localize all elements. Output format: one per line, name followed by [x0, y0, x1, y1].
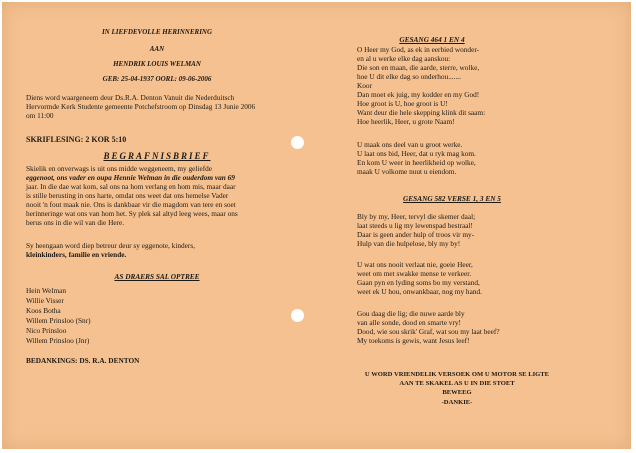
hymn2-line: Bly by my, Heer, tervyl die skemer daal;	[357, 212, 476, 221]
pallbearers-title: AS DRAERS SAL OPTREE	[114, 272, 200, 281]
brief-line: jaar. In die dae wat kom, sal ons na hom verlang en hom mis, maar daar	[26, 182, 236, 191]
brief-line: nooit 'n fout maak nie. Ons is dankbaar vir die magdom van tere en soet	[26, 200, 236, 209]
memorial-card	[2, 2, 631, 449]
brief-closing-line: Sy heengaan word diep betreur deur sy eggenote, kinders,	[26, 241, 195, 250]
service-notice-line: Diens word waargeneem deur Ds.R.A. Denton Vanuit die Nederduitsch	[26, 93, 235, 102]
hymn2-line: weet om met swakke mense te verkeer.	[357, 269, 472, 278]
brief-line: is stille berusting in ons harte, omdat ons weet dat ons hemelse Vader	[26, 191, 229, 200]
hymn2-line: U wat ons nooit verlaat nie, goeie Heer,	[357, 260, 473, 269]
hymn2-line: My toekoms is gewis, want Jesus leef!	[357, 336, 470, 345]
footer-line: AAN TE SKAKEL AS U IN DIE STOET	[399, 380, 515, 387]
hymn2-title: GESANG 582 VERSE 1, 3 EN 5	[403, 194, 501, 203]
footer-line: -DANKIE-	[441, 399, 473, 406]
hymn1-line: Die son en maan, die aarde, sterre, wolke,	[357, 63, 480, 72]
brief-line: eggenoot, ons vader en oupa Hennie Welman in die ouderdom van 69	[26, 173, 235, 182]
pallbearer-name: Nico Prinsloo	[26, 326, 67, 335]
hymn2-line: Hulp van die hulpelose, bly my by!	[357, 239, 461, 248]
hymn1-line: maak U volkome nuut u eiendom.	[357, 167, 457, 176]
begrafnisbrief-title: BEGRAFNISBRIEF	[103, 151, 211, 161]
pallbearer-name: Koos Botha	[26, 306, 61, 315]
brief-line: berus ons in die wil van die Here.	[26, 218, 125, 227]
service-notice-line: Hervormde Kerk Studente gemeente Potchefstroom op Dinsdag 13 Junie 2006	[26, 102, 256, 111]
hymn2-line: Dood, wie sou skrik' Graf, wat sou my laat beef?	[357, 327, 500, 336]
punch-hole-bottom	[291, 309, 304, 322]
hymn1-line: Hoe groot is U, hoe groot is U!	[357, 99, 448, 108]
hymn1-line: Hoe heerlik, Heer, u grote Naam!	[357, 117, 455, 126]
memorial-title: IN LIEFDEVOLLE HERINNERING	[101, 28, 213, 36]
hymn1-line: U maak ons deel van u groot werke.	[357, 140, 463, 149]
hymn1-line: O Heer my God, as ek in eerbied wonder-	[357, 45, 480, 54]
hymn1-line: Dan moet ek juig, my kodder en my God!	[357, 90, 480, 99]
hymn2-line: weet ek U hou, onwankbaar, nog my hand.	[357, 287, 482, 296]
hymn1-line: Koor	[357, 81, 372, 90]
deceased-name: HENDRIK LOUIS WELMAN	[113, 60, 201, 68]
hymn1-line: En kom U weer in heerlikheid op wolke,	[357, 158, 476, 167]
hymn2-line: Gou daag die lig; die nuwe aarde bly	[357, 309, 465, 318]
brief-line: Skielik en onverwags is uit ons midde weggeneem, my geliefde	[26, 164, 213, 173]
punch-hole-top	[291, 136, 304, 149]
hymn2-line: Gaan pyn en lyding soms bo my verstand,	[357, 278, 480, 287]
pallbearer-name: Willem Prinsloo (Jnr)	[26, 336, 90, 345]
pallbearer-name: Willie Visser	[26, 296, 64, 305]
hymn1-line: hoe U dit elke dag so onderhou.......	[357, 72, 461, 81]
pallbearer-name: Willem Prinsloo (Snr)	[26, 316, 91, 325]
hymn2-line: van alle sonde, dood en smarte vry!	[357, 318, 461, 327]
birth-death-dates: GEB: 25-04-1937 OORL: 09-06-2006	[102, 75, 212, 83]
hymn1-line: U laat ons bid, Heer, dat u ryk mag kom.	[357, 149, 476, 158]
hymn2-line: laat steeds u lig my lewenspad bestraal!	[357, 221, 473, 230]
footer-line: U WORD VRIENDELIK VERSOEK OM U MOTOR SE LIGTE	[364, 371, 550, 378]
brief-closing-line: kleinkinders, familie en vriende.	[26, 250, 127, 259]
hymn1-title: GESANG 464 1 EN 4	[399, 35, 465, 44]
memorial-aan: AAN	[149, 45, 165, 53]
pallbearer-name: Hein Welman	[26, 286, 67, 295]
hymn1-line: en al u werke elke dag aanskou:	[357, 54, 451, 63]
hymn1-line: Want deur die hele skepping klink dit saam:	[357, 108, 486, 117]
hymn2-line: Daar is geen ander hulp of troos vir my-	[357, 230, 475, 239]
service-notice-line: om 11:00	[26, 111, 54, 120]
scripture-reading: SKRIFLESING: 2 KOR 5:10	[26, 135, 127, 144]
thanks-line: BEDANKINGS: DS. R.A. DENTON	[26, 356, 140, 365]
footer-line: BEWEEG	[442, 389, 472, 396]
brief-line: herinneringe wat ons van hom het. Sy plek sal altyd leeg wees, maar ons	[26, 209, 238, 218]
